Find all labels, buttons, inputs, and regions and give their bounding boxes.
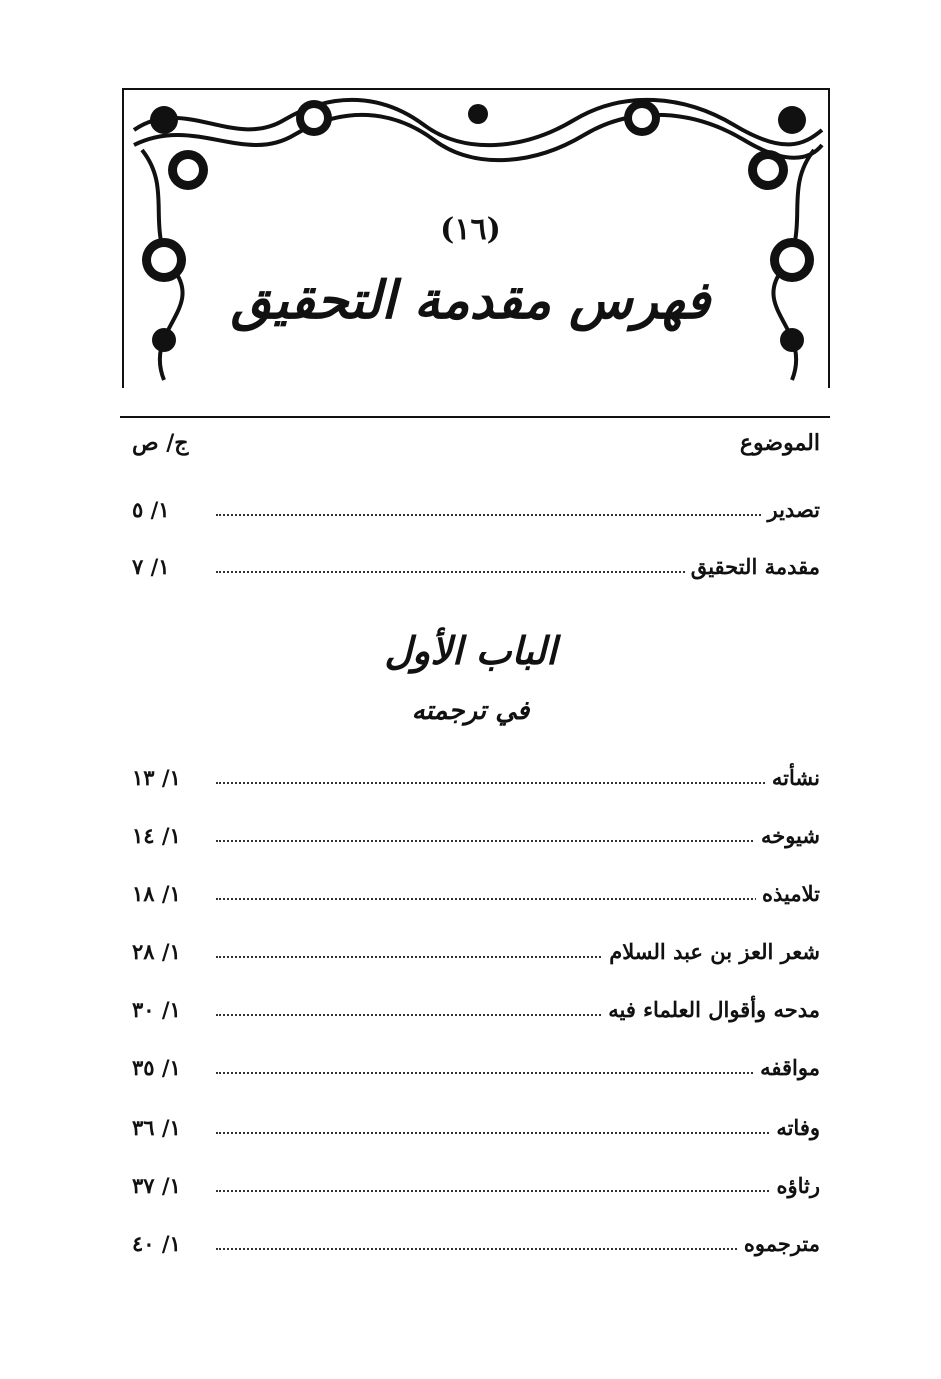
table-header <box>120 430 820 466</box>
toc-entry-label: مواقفه <box>754 1055 820 1080</box>
leader-dots <box>216 840 820 842</box>
toc-entry-label: مترجموه <box>738 1231 820 1256</box>
leader-dots <box>216 782 820 784</box>
leader-dots <box>216 1132 820 1134</box>
toc-entry-label: تصدير <box>761 497 820 522</box>
toc-entry[interactable] <box>120 492 820 526</box>
toc-entry[interactable] <box>120 992 820 1026</box>
toc-entry-label: شعر العز بن عبد السلام <box>603 939 820 964</box>
header-volume-page: ج/ ص <box>132 430 189 456</box>
toc-entry-ref: ١/ ٥ <box>132 497 170 522</box>
leader-dots <box>216 1190 820 1192</box>
toc-entry-label: وفاته <box>770 1115 820 1140</box>
toc-entry[interactable] <box>120 1050 820 1084</box>
toc-entry[interactable] <box>120 1226 820 1260</box>
toc-entry-label: تلاميذه <box>756 881 820 906</box>
toc-entry-label: نشأته <box>766 765 820 790</box>
toc-entry-ref: ١/ ٤٠ <box>132 1231 181 1256</box>
toc-entry[interactable] <box>120 876 820 910</box>
header-topic: الموضوع <box>739 430 820 456</box>
leader-dots <box>216 1072 820 1074</box>
toc-entry-label: شيوخه <box>755 823 820 848</box>
toc-entry-ref: ١/ ٣٥ <box>132 1055 181 1080</box>
toc-entry[interactable] <box>120 1110 820 1144</box>
toc-entry-ref: ١/ ١٤ <box>132 823 181 848</box>
chapter-title: فهرس مقدمة التحقيق <box>230 270 711 331</box>
toc-entry[interactable] <box>120 1168 820 1202</box>
toc-entry-label: مدحه وأقوال العلماء فيه <box>602 997 820 1022</box>
chapter-number: (١٦) <box>440 212 501 247</box>
leader-dots <box>216 1248 820 1250</box>
toc-entry-ref: ١/ ٢٨ <box>132 939 181 964</box>
toc-entry-ref: ١/ ١٣ <box>132 765 181 790</box>
toc-entry[interactable] <box>120 934 820 968</box>
toc-entry-label: رثاؤه <box>770 1173 820 1198</box>
toc-entry-ref: ١/ ٣٧ <box>132 1173 181 1198</box>
toc-entry[interactable] <box>120 760 820 794</box>
section-subheading: في ترجمته <box>411 696 530 726</box>
leader-dots <box>216 898 820 900</box>
toc-entry-ref: ١/ ٣٠ <box>132 997 181 1022</box>
header-divider <box>120 416 830 418</box>
leader-dots <box>216 514 820 516</box>
toc-entry-ref: ١/ ٧ <box>132 554 170 579</box>
toc-entry-ref: ١/ ١٨ <box>132 881 181 906</box>
toc-entry[interactable] <box>120 818 820 852</box>
section-heading: الباب الأول <box>384 628 557 673</box>
toc-entry-ref: ١/ ٣٦ <box>132 1115 181 1140</box>
toc-entry[interactable] <box>120 549 820 583</box>
toc-entry-label: مقدمة التحقيق <box>685 554 820 579</box>
